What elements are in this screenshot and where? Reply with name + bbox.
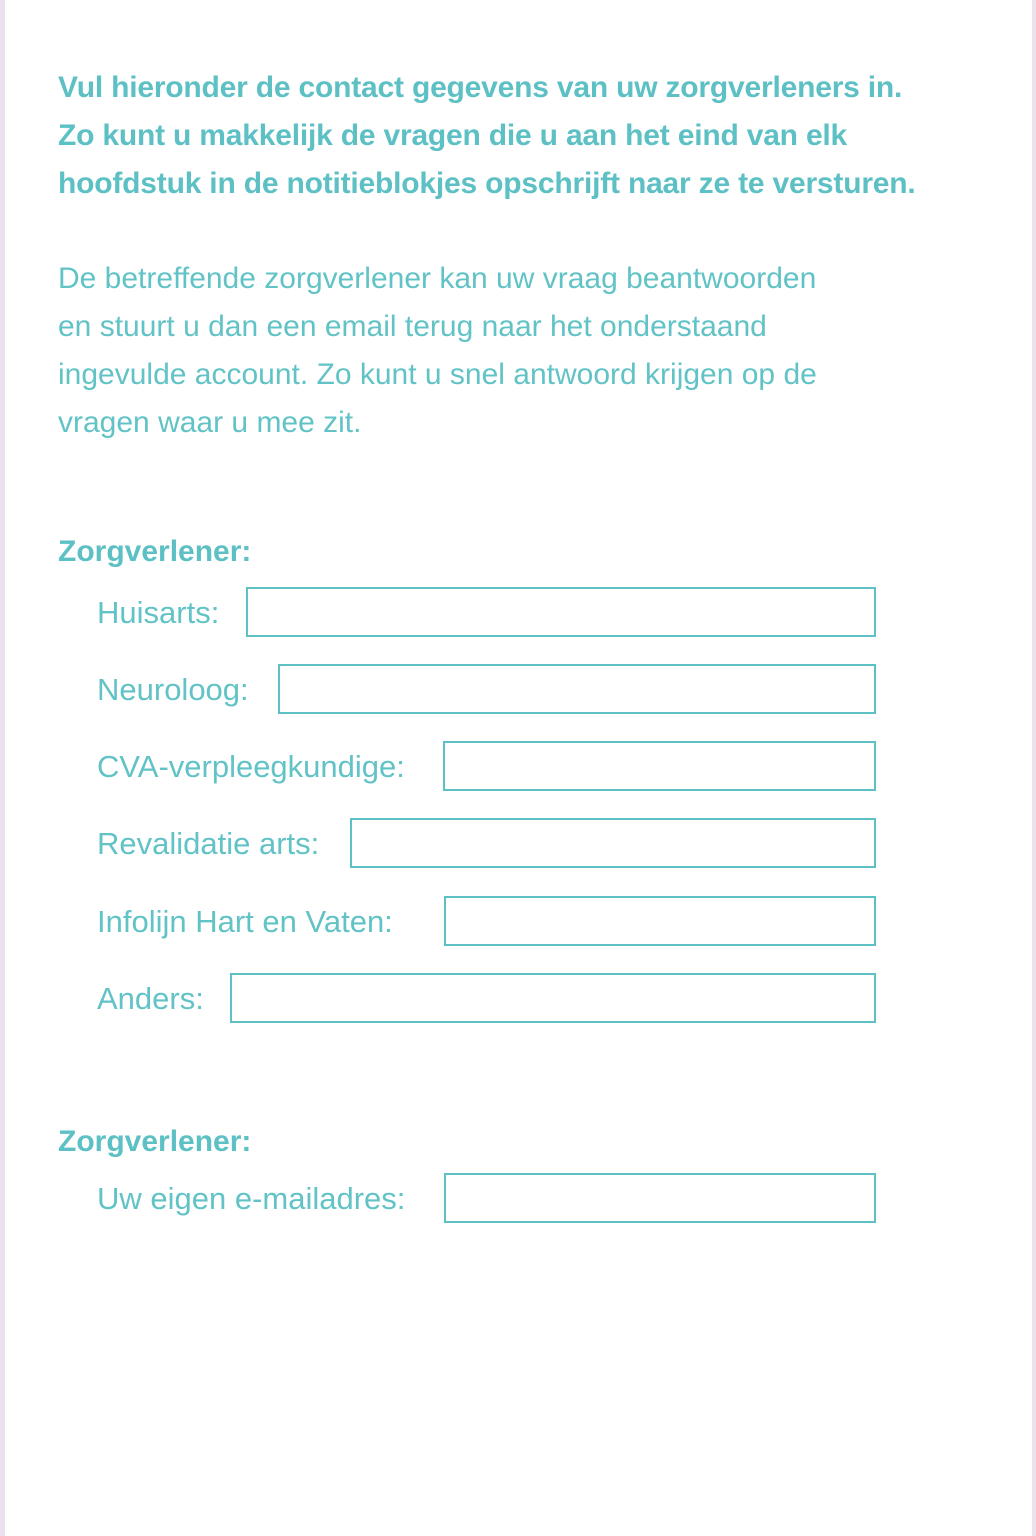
own-section-title: Zorgverlener: (58, 1125, 252, 1158)
huisarts-input[interactable] (246, 587, 876, 637)
huisarts-label: Huisarts: (97, 595, 220, 630)
email-input[interactable] (444, 1173, 876, 1223)
field-row-neuroloog (97, 664, 876, 716)
intro-text: Vul hieronder de contact gegevens van uw zorgverleners in. Zo kunt u makkelijk de vragen die u aan het eind van elk hoofdstuk in de notitieblokjes opschrijft naar ze te versturen. (58, 71, 916, 200)
revalidatie-arts-label: Revalidatie arts: (97, 826, 320, 861)
anders-label: Anders: (97, 981, 204, 1016)
revalidatie-arts-input[interactable] (350, 818, 876, 868)
field-row-anders (97, 973, 876, 1025)
neuroloog-input[interactable] (278, 664, 876, 714)
field-row-cva-verpleegkundige (97, 741, 876, 793)
providers-section-title: Zorgverlener: (58, 535, 252, 568)
field-row-email (97, 1173, 876, 1225)
field-row-infolijn (97, 896, 876, 948)
frame-border-right (1032, 0, 1036, 1536)
cva-verpleegkundige-input[interactable] (443, 741, 876, 791)
anders-input[interactable] (230, 973, 876, 1023)
frame-border-left (0, 0, 5, 1536)
infolijn-input[interactable] (444, 896, 876, 946)
email-label: Uw eigen e-mailadres: (97, 1181, 406, 1216)
infolijn-label: Infolijn Hart en Vaten: (97, 904, 393, 939)
neuroloog-label: Neuroloog: (97, 672, 249, 707)
field-row-revalidatie-arts (97, 818, 876, 870)
description-text: De betreffende zorgverlener kan uw vraag beantwoorden en stuurt u dan een email terug naar het onderstaand ingevulde account. Zo kunt u snel antwoord krijgen op de vragen waar u mee zit. (58, 262, 817, 439)
field-row-huisarts (97, 587, 876, 639)
cva-verpleegkundige-label: CVA-verpleegkundige: (97, 749, 405, 784)
